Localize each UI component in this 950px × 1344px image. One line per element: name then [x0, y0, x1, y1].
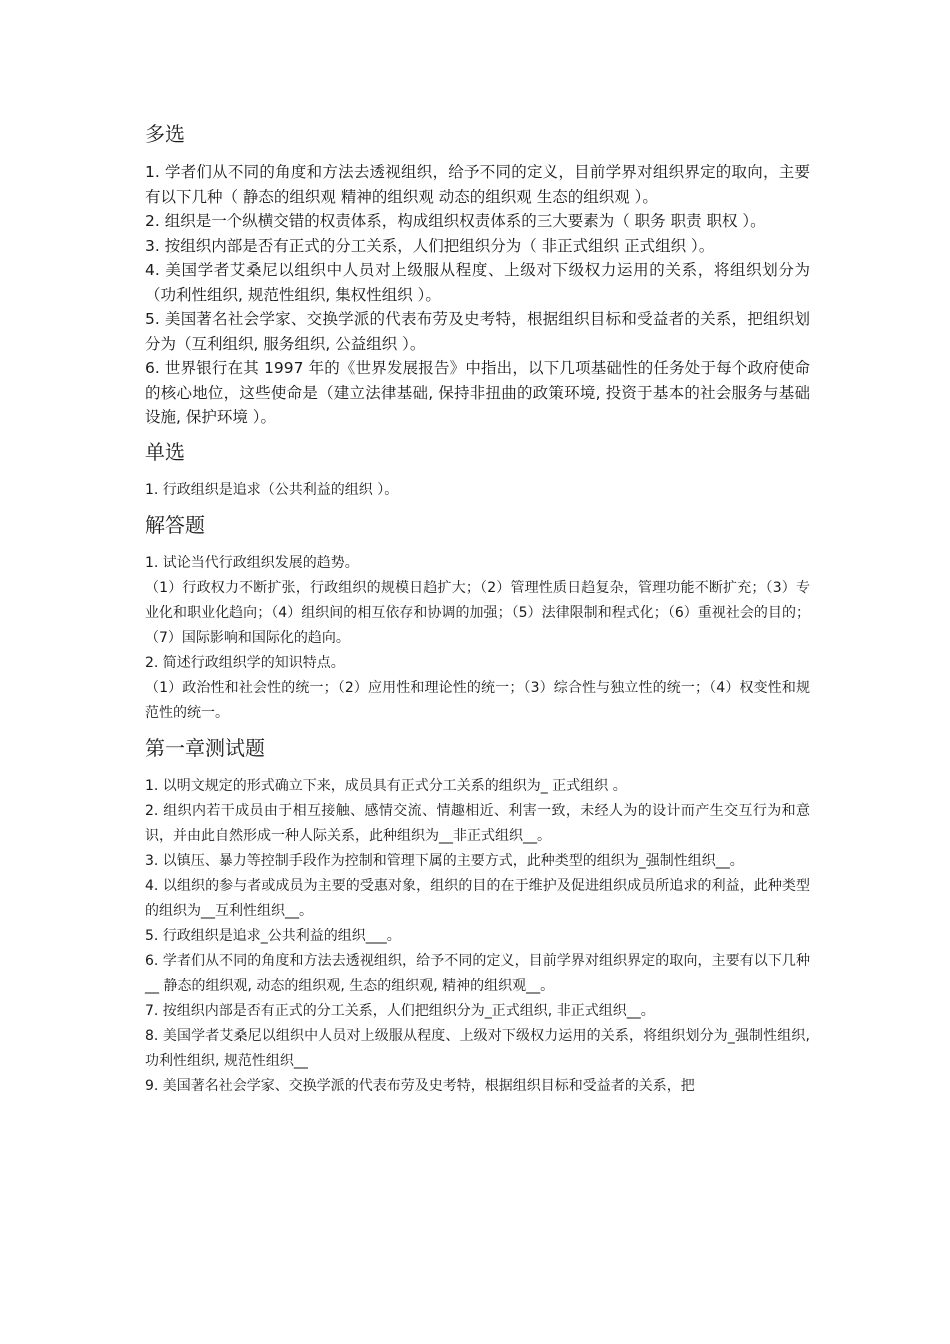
- section-heading: 第一章测试题: [145, 735, 265, 760]
- question-item: 8. 美国学者艾桑尼以组织中人员对上级服从程度、上级对下级权力运用的关系，将组织划分为_强制性组织, 功利性组织, 规范性组织__: [145, 1027, 810, 1069]
- section-single-choice: [145, 436, 810, 503]
- section-heading: 多选: [145, 122, 185, 146]
- section-multi-choice: [145, 118, 810, 430]
- document-page: [145, 118, 810, 1099]
- section-heading: 单选: [145, 439, 185, 464]
- question-item: 2. 组织内若干成员由于相互接触、感情交流、情趣相近、利害一致，未经人为的设计而产生交互行为和意识，并由此自然形成一种人际关系，此种组织为__非正式组织__。: [145, 802, 810, 844]
- question-item: 4. 美国学者艾桑尼以组织中人员对上级服从程度、上级对下级权力运用的关系，将组织划分为（功利性组织, 规范性组织, 集权性组织 ）。: [145, 261, 810, 304]
- question-item: 5. 行政组织是追求_公共利益的组织___。: [145, 927, 401, 944]
- question-item: 3. 按组织内部是否有正式的分工关系，人们把组织分为（ 非正式组织 正式组织 ）。: [145, 236, 715, 255]
- section-chapter-test: [145, 732, 810, 1099]
- question-item: 2. 简述行政组织学的知识特点。: [145, 654, 345, 671]
- answer-text: （1）政治性和社会性的统一；（2）应用性和理论性的统一；（3）综合性与独立性的统一；（4）权变性和规范性的统一。: [145, 679, 810, 721]
- question-item: 3. 以镇压、暴力等控制手段作为控制和管理下属的主要方式，此种类型的组织为_强制性组织__。: [145, 852, 744, 869]
- question-item: 7. 按组织内部是否有正式的分工关系，人们把组织分为_正式组织, 非正式组织__。: [145, 1002, 655, 1019]
- question-item: 1. 以明文规定的形式确立下来，成员具有正式分工关系的组织为_ 正式组织 。: [145, 777, 627, 794]
- question-item: 6. 世界银行在其 1997 年的《世界发展报告》中指出，以下几项基础性的任务处于每个政府使命的核心地位，这些使命是（建立法律基础, 保持非扭曲的政策环境, 投资于基本的社会服务与基础设施, 保护环境 ）。: [145, 359, 810, 426]
- question-item: 2. 组织是一个纵横交错的权责体系，构成组织权责体系的三大要素为（ 职务 职责 职权 ）。: [145, 212, 766, 230]
- question-item: 1. 试论当代行政组织发展的趋势。: [145, 554, 359, 571]
- question-item: 1. 行政组织是追求（公共利益的组织 ）。: [145, 481, 399, 498]
- answer-text: （1）行政权力不断扩张，行政组织的规模日趋扩大；（2）管理性质日趋复杂，管理功能不断扩充；（3）专业化和职业化趋向；（4）组织间的相互依存和协调的加强；（5）法律限制和程式化；（6）重视社会的目的；（7）国际影响和国际化的趋向。: [145, 579, 810, 646]
- section-essay: [145, 509, 810, 726]
- question-item: 4. 以组织的参与者或成员为主要的受惠对象，组织的目的在于维护及促进组织成员所追求的利益，此种类型的组织为__互利性组织__。: [145, 877, 810, 919]
- question-item: 1. 学者们从不同的角度和方法去透视组织，给予不同的定义，目前学界对组织界定的取向，主要有以下几种（ 静态的组织观 精神的组织观 动态的组织观 生态的组织观 ）。: [145, 163, 810, 206]
- question-item: 5. 美国著名社会学家、交换学派的代表布劳及史考特，根据组织目标和受益者的关系，把组织划分为（互利组织, 服务组织, 公益组织 ）。: [145, 310, 810, 353]
- section-heading: 解答题: [145, 512, 205, 537]
- question-item: 6. 学者们从不同的角度和方法去透视组织，给予不同的定义，目前学界对组织界定的取向，主要有以下几种__ 静态的组织观, 动态的组织观, 生态的组织观, 精神的组织观__。: [145, 952, 810, 994]
- question-item: 9. 美国著名社会学家、交换学派的代表布劳及史考特，根据组织目标和受益者的关系，把: [145, 1077, 695, 1094]
